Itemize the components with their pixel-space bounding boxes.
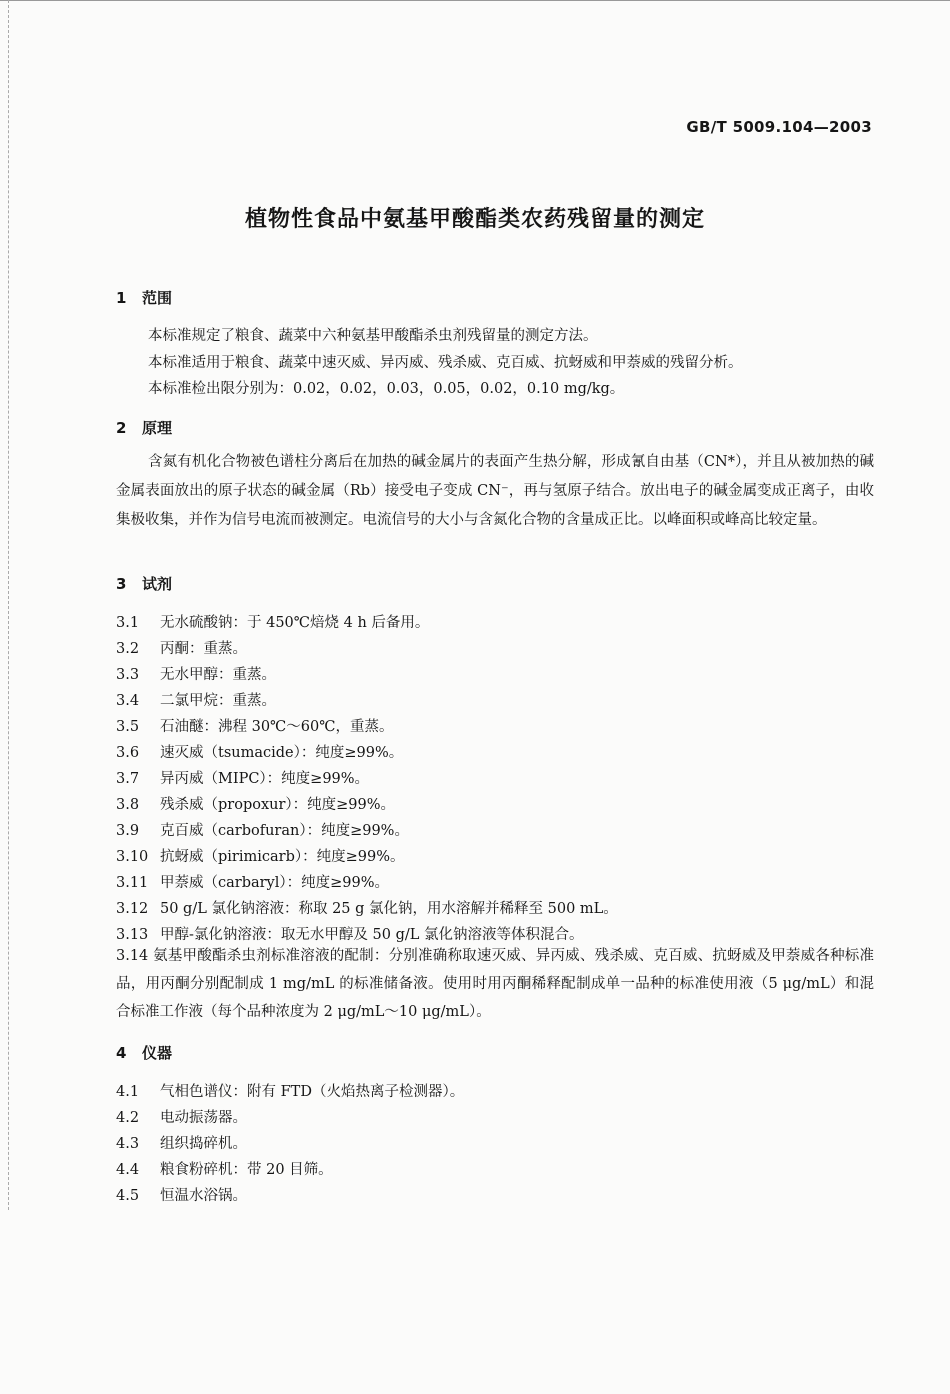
standard-number: GB/T 5009.104—2003 — [686, 118, 872, 136]
scope-paragraph: 本标准规定了粮食、蔬菜中六种氨基甲酸酯杀虫剂残留量的测定方法。 — [148, 328, 598, 344]
instrument-item: 4.4 粮食粉碎机：带 20 目筛。 — [116, 1162, 333, 1178]
section-title: 仪器 — [142, 1044, 173, 1062]
section-2-heading — [116, 417, 172, 438]
page-title: 植物性食品中氨基甲酸酯类农药残留量的测定 — [244, 207, 705, 232]
reagent-item: 3.7 异丙威（MIPC）：纯度≥99%。 — [116, 771, 370, 787]
section-number: 1 — [116, 289, 127, 307]
scan-edge-top — [0, 0, 950, 7]
section-1-heading — [116, 287, 172, 308]
scope-paragraph: 本标准检出限分别为：0.02，0.02，0.03，0.05，0.02，0.10 mg/kg。 — [148, 381, 625, 397]
principle-body: 含氮有机化合物被色谱柱分离后在加热的碱金属片的表面产生热分解，形成氰自由基（CN*），并且从被加热的碱金属表面放出的原子状态的碱金属（Rb）接受电子变成 CN⁻，再与氢原子结合。放出电子的碱金属变成正离子，由收集极收集，并作为信号电流而被测定。电流信号的大小与含氮化合物的含量成正比。以峰面积或峰高比较定量。 — [116, 454, 874, 528]
instrument-item: 4.1 气相色谱仪：附有 FTD（火焰热离子检测器）。 — [116, 1084, 465, 1100]
reagent-item: 3.3 无水甲醇：重蒸。 — [116, 667, 276, 683]
reagent-item: 3.12 50 g/L 氯化钠溶液：称取 25 g 氯化钠，用水溶解并稀释至 500 mL。 — [116, 901, 618, 917]
section-number: 2 — [116, 419, 127, 437]
reagent-item: 3.1 无水硫酸钠：于 450℃焙烧 4 h 后备用。 — [116, 615, 430, 631]
reagent-item: 3.8 残杀威（propoxur）：纯度≥99%。 — [116, 797, 396, 813]
section-title: 原理 — [142, 419, 173, 437]
reagent-item-standard-solution: 3.14 氨基甲酸酯杀虫剂标准溶液的配制：分别准确称取速灭威、异丙威、残杀威、克百威、抗蚜威及甲萘威各种标准品，用丙酮分别配制成 1 mg/mL 的标准储备液。使用时用丙酮稀释配制成单一品种的标准使用液（5 μg/mL）和混合标准工作液（每个品种浓度为 2 μg/mL～10 μg/mL）。 — [116, 948, 874, 1020]
instrument-item: 4.5 恒温水浴锅。 — [116, 1188, 247, 1204]
section-title: 范围 — [142, 289, 173, 307]
reagent-item: 3.6 速灭威（tsumacide）：纯度≥99%。 — [116, 745, 404, 761]
scan-edge-left — [0, 0, 9, 1210]
reagent-item: 3.9 克百威（carbofuran）：纯度≥99%。 — [116, 823, 409, 839]
reagent-item: 3.4 二氯甲烷：重蒸。 — [116, 693, 276, 709]
section-title: 试剂 — [142, 575, 173, 593]
section-number: 3 — [116, 575, 127, 593]
reagent-item: 3.10 抗蚜威（pirimicarb）：纯度≥99%。 — [116, 849, 405, 865]
section-4-heading — [116, 1042, 172, 1063]
reagent-item: 3.11 甲萘威（carbaryl）：纯度≥99%。 — [116, 875, 390, 891]
reagent-item: 3.5 石油醚：沸程 30℃～60℃，重蒸。 — [116, 719, 394, 735]
reagent-item: 3.13 甲醇-氯化钠溶液：取无水甲醇及 50 g/L 氯化钠溶液等体积混合。 — [116, 927, 584, 943]
section-number: 4 — [116, 1044, 127, 1062]
instrument-item: 4.3 组织捣碎机。 — [116, 1136, 247, 1152]
section-3-heading — [116, 573, 172, 594]
instrument-item: 4.2 电动振荡器。 — [116, 1110, 247, 1126]
reagent-item: 3.2 丙酮：重蒸。 — [116, 641, 247, 657]
scope-paragraph: 本标准适用于粮食、蔬菜中速灭威、异丙威、残杀威、克百威、抗蚜威和甲萘威的残留分析。 — [148, 355, 743, 371]
